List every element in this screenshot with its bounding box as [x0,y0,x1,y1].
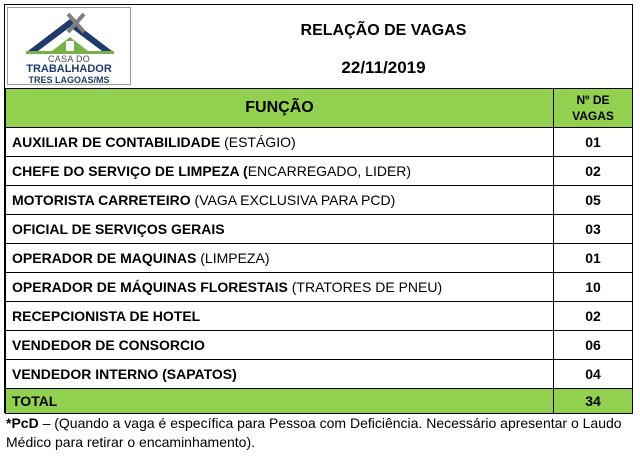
job-title-main: VENDEDOR INTERNO (SAPATOS) [12,366,237,382]
logo-text-trabalhador: TRABALHADOR [26,63,112,75]
total-row [6,389,633,414]
table-row [6,244,633,273]
job-title-detail: ENCARREGADO, LIDER) [247,163,412,179]
list-date: 22/11/2019 [341,58,426,77]
footnote-prefix: *PcD [6,415,39,431]
job-title-main: VENDEDOR DE CONSORCIO [12,337,205,353]
job-title-main: OFICIAL DE SERVIÇOS GERAIS [12,221,225,237]
job-table [5,88,633,414]
job-vacancies: 01 [554,244,633,273]
job-title-detail: (VAGA EXCLUSIVA PARA PCD) [190,192,396,208]
job-title [6,331,554,360]
job-vacancies: 02 [554,157,633,186]
table-row [6,186,633,215]
job-vacancies: 06 [554,331,633,360]
job-vacancies: 01 [554,128,633,157]
job-title-main: MOTORISTA CARRETEIRO [12,192,191,208]
job-vacancies: 05 [554,186,633,215]
job-title-detail: (ESTÁGIO) [220,134,296,150]
job-title [6,302,554,331]
job-title [6,215,554,244]
job-title [6,273,554,302]
job-title [6,186,554,215]
page-title: RELAÇÃO DE VAGAS [300,22,467,39]
header [5,5,632,89]
pcd-footnote [6,414,626,452]
column-header-funcao: FUNÇÃO [6,89,554,128]
table-row [6,302,633,331]
job-vacancies: 10 [554,273,633,302]
job-title [6,360,554,389]
table-row [6,360,633,389]
job-vacancies: 04 [554,360,633,389]
job-title-main: CHEFE DO SERVIÇO DE LIMPEZA ( [12,163,248,179]
logo-text-casa-do: CASA DO [47,54,91,64]
job-title-main: OPERADOR DE MÁQUINAS FLORESTAIS [12,279,288,295]
job-title-detail: (LIMPEZA) [196,250,270,266]
job-title-detail: (TRATORES DE PNEU) [287,279,443,295]
job-title [6,244,554,273]
job-vacancies: 02 [554,302,633,331]
table-row [6,331,633,360]
job-title [6,128,554,157]
total-value: 34 [554,389,633,414]
house-logo-icon [22,11,118,55]
column-header-vagas: Nº DE VAGAS [554,89,633,128]
casa-do-trabalhador-logo [7,7,131,85]
total-label: TOTAL [6,389,554,414]
job-title-main: AUXILIAR DE CONTABILIDADE [12,134,221,150]
table-row [6,157,633,186]
table-row [6,215,633,244]
table-row [6,128,633,157]
job-title [6,157,554,186]
job-title-main: OPERADOR DE MAQUINAS [12,250,197,266]
job-title-main: RECEPCIONISTA DE HOTEL [12,308,201,324]
table-row [6,273,633,302]
job-rows [6,128,633,389]
logo-text-city: TRES LAGOAS/MS [28,75,110,85]
table-header-row [6,89,633,128]
footnote-text: – (Quando a vaga é específica para Pessoa com Deficiência. Necessário apresentar o Laudo Médico para retirar o encaminhamento). [6,415,622,450]
job-list-sheet [4,4,633,413]
job-vacancies: 03 [554,215,633,244]
